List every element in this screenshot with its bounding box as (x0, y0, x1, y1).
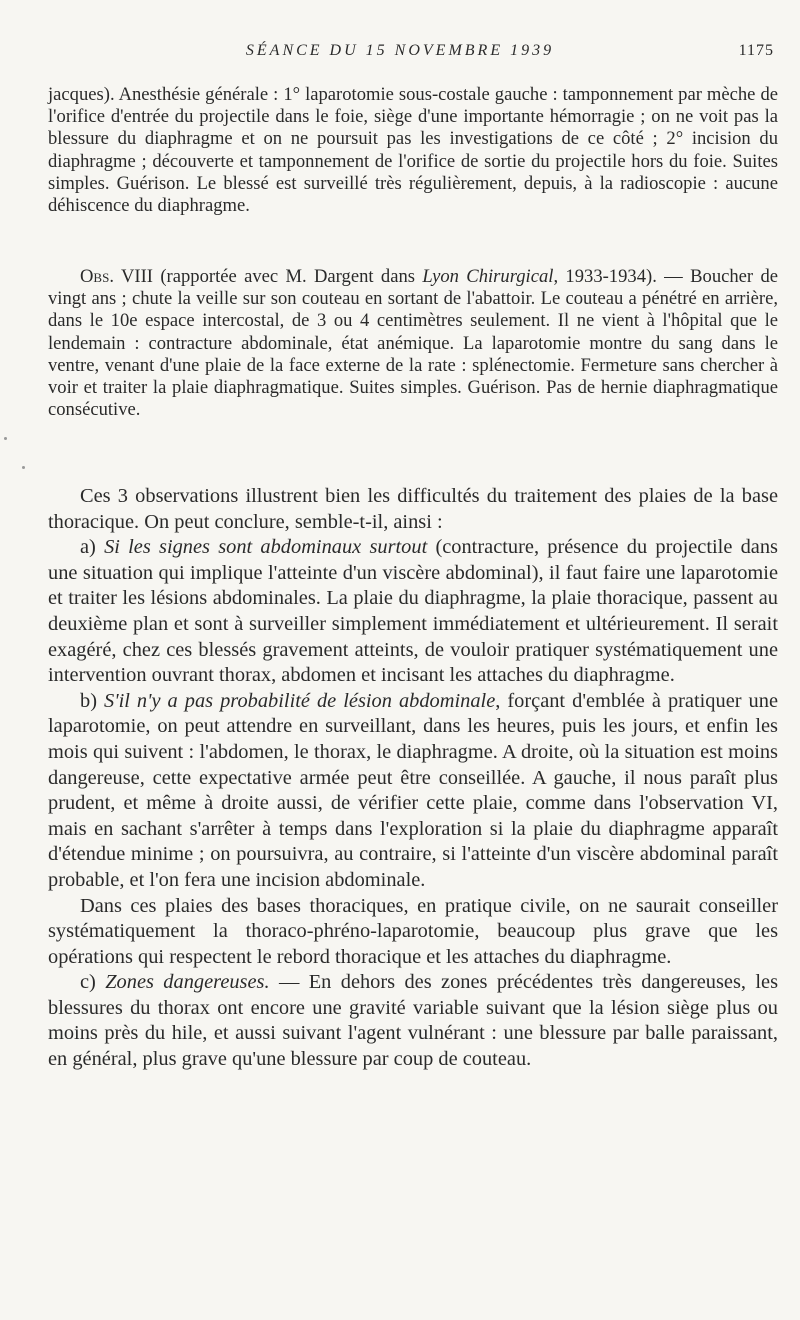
observation-vii-tail (48, 84, 778, 217)
observation-viii (48, 266, 778, 421)
text-run: , 1933-1934). — Boucher de vingt ans ; chute la veille sur son couteau en sortant de l'abattoir. Le couteau a pénétré en arrière, dans le 10e espace intercostal, de 3 ou 4 centimètres seulement. Il ne vient à l'hôpital que le lendemain : contracture abdominale, état anémique. La laparotomie montre du sang dans le ventre, venant d'une plaie de la face externe de la rate : splénectomie. Fermeture sans chercher à voir et traiter la plaie diaphragmatique. Suites simples. Guérison. Pas de hernie diaphragmatique consécutive. (48, 266, 779, 421)
paragraph-c (48, 970, 778, 1072)
text-run: — En dehors des zones précédentes très dangereuses, les blessures du thorax ont encore une gravité variable suivant que la lésion siège plus ou moins près du hile, et aussi suivant l'agent vulnérant : une blessure par balle paraissant, en général, plus grave qu'une blessure par coup de couteau. (48, 971, 778, 1071)
item-lead: Si les signes sont abdominaux surtout (104, 536, 428, 559)
conclusion-section (48, 484, 778, 1073)
scan-speck (4, 437, 7, 440)
paragraph-b (48, 689, 778, 894)
scan-speck (22, 466, 25, 469)
paragraph: jacques). Anesthésie générale : 1° laparotomie sous-costale gauche : tamponnement par mèche de l'orifice d'entrée du projectile dans le foie, siège d'une importante hémorragie ; on ne voit pas la blessure du diaphragme et on ne poursuit pas les investigations de ce côté ; 2° incision du diaphragme ; découverte et tamponnement de l'orifice de sortie du projectile hors du foie. Suites simples. Guérison. Le blessé est surveillé très régulièrement, depuis, à la radioscopie : aucune déhiscence du diaphragme. (48, 84, 778, 217)
item-marker: a) (80, 536, 105, 559)
paragraph-civil: Dans ces plaies des bases thoraciques, en pratique civile, on ne saurait conseiller systématiquement la thoraco-phréno-laparotomie, beaucoup plus grave que les opérations qui respectent le rebord thoracique et les attaches du diaphragme. (48, 894, 778, 968)
paragraph-intro: Ces 3 observations illustrent bien les difficultés du traitement des plaies de la base thoracique. On peut conclure, semble-t-il, ainsi : (48, 485, 778, 533)
text-run: (rapportée avec M. Dargent dans (153, 266, 423, 287)
item-lead: Zones dangereuses. (105, 971, 270, 994)
item-marker: b) (80, 689, 105, 712)
paragraph (48, 266, 778, 421)
running-head: SÉANCE DU 15 NOVEMBRE 1939 (245, 42, 555, 59)
journal-title: Lyon Chirurgical (422, 266, 554, 287)
text-run: (contracture, présence du projectile dans une situation qui implique l'atteinte d'un viscère abdominal), il faut faire une laparotomie et traiter les lésions abdominales. La plaie du diaphragme, la plaie thoracique, passent au deuxième plan et sont à surveiller simplement immédiatement et ultérieurement. Il serait exagéré, chez ces blessés gravement atteints, de vouloir pratiquer systématiquement une intervention ouvrant thorax, abdomen et incisant les attaches du diaphragme. (48, 536, 778, 687)
item-lead: S'il n'y a pas probabilité de lésion abdominale (104, 689, 496, 712)
item-marker: c) (80, 971, 106, 994)
text-run: , forçant d'emblée à pratiquer une laparotomie, on peut attendre en surveillant, dans les heures, puis les jours, et enfin les mois qui suivent : l'abdomen, le thorax, le diaphragme. A droite, où la situation est moins dangereuse, cette expectative armée peut être conseillée. A gauche, il nous paraît plus prudent, et même à droite aussi, de vérifier cette plaie, comme dans l'observation VI, mais en sachant s'arrêter à temps dans l'exploration si la plaie du diaphragme apparaît d'étendue minime ; on poursuivra, au contraire, si l'atteinte d'un viscère abdominal paraît probable, et l'on fera une incision abdominale. (48, 689, 779, 891)
observation-label: Obs. VIII (80, 266, 153, 287)
page-number: 1175 (738, 42, 774, 59)
paragraph-a (48, 535, 778, 689)
page-header (0, 42, 800, 66)
